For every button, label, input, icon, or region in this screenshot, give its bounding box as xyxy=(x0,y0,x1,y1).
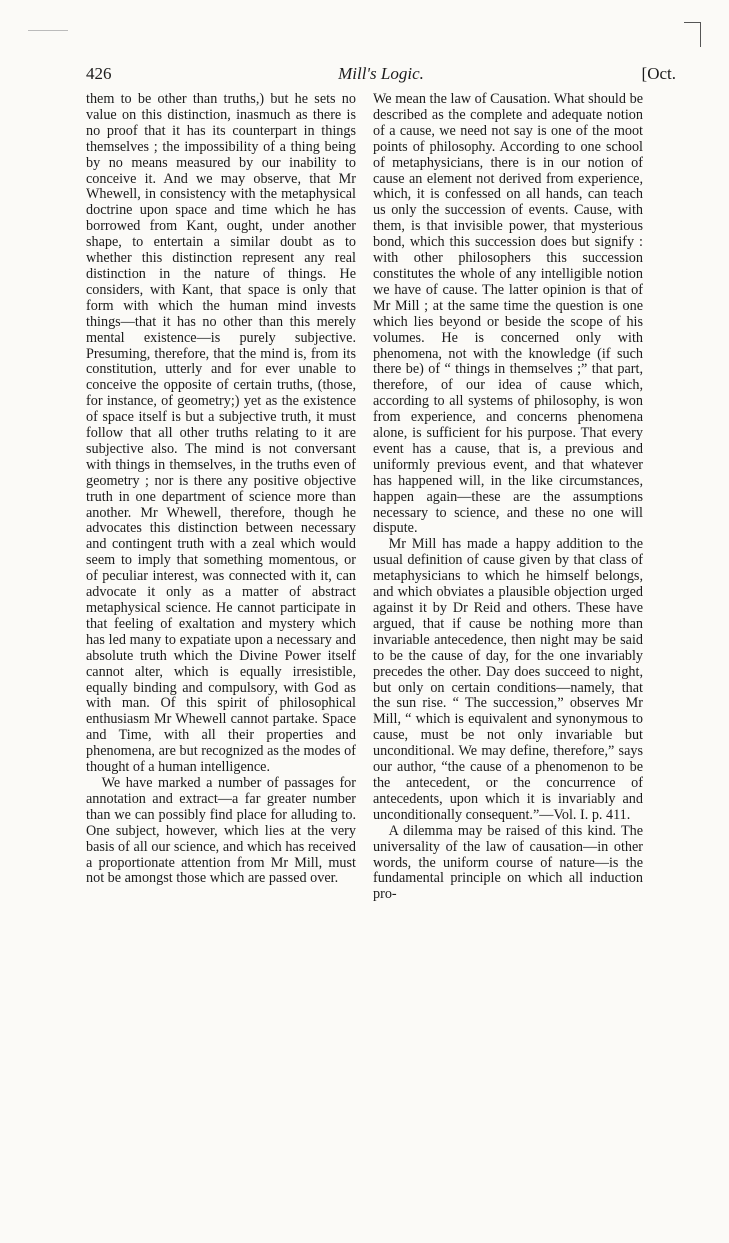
running-title: Mill's Logic. xyxy=(338,64,424,83)
page-number: 426 xyxy=(86,64,112,83)
left-paragraph-1: them to be other than truths,) but he sets no value on this distinction, inasmuch as there is no proof that it has its counterpart in things themselves ; the impossibility of a thing being by no means measured by our inability to conceive it. And we may observe, that Mr Whewell, in consistency with the metaphysical doctrine upon space and time which he has borrowed from Kant, ought, under another shape, to entertain a similar doubt as to whether this distinction represent any real distinction in the nature of things. He considers, with Kant, that space is only that form with which the human mind invests things—that it has no other than this merely mental existence—is purely subjective. Presuming, therefore, that the mind is, from its constitution, utterly and for ever unable to conceive the opposite of certain truths, (those, for instance, of geometry;) yet as the existence of space itself is but a subjective truth, it must follow that all other truths relating to it are subjective also. The mind is not conversant with things in themselves, in the truths even of geometry ; nor is there any positive objective truth in one department of science more than another. Mr Whewell, therefore, though he advocates this distinction between necessary and contingent truth with a zeal which would seem to imply that something momentous, or of peculiar interest, was connected with it, can advocate it only as a matter of abstract metaphysical science. He cannot participate in that feeling of exaltation and mystery which has led many to expatiate upon a necessary and absolute truth which the Divine Power itself cannot alter, which is equally irresistible, equally binding and compulsory, with God as with man. Of this spirit of philosophical enthusiasm Mr Whewell cannot partake. Space and Time, with all their properties and phenomena, are but recognized as the modes of thought of a human intelligence. xyxy=(86,91,356,776)
right-paragraph-1: We mean the law of Causation. What should be described as the complete and adequate notion of a cause, we need not say is one of the moot points of philosophy. According to one school of metaphysicians, there is in our notion of cause an element not derived from experience, which, it is confessed on all hands, can teach us only the succession of events. Cause, with them, is that invisible power, that mysterious bond, which this succession does but signify : with other philosophers this succession constitutes the whole of any intelligible notion we have of cause. The latter opinion is that of Mr Mill ; at the same time the question is one which lies beyond or beside the scope of his volumes. He is concerned only with phenomena, not with the knowledge (if such there be) of “ things in themselves ;” that part, therefore, of our idea of cause which, according to all systems of philosophy, is won from experience, and concerns phenomena alone, is sufficient for his purpose. That every event has a cause, that is, a previous and uniformly previous event, and that whatever has happened will, in the like circumstances, happen again—these are the assumptions necessary to science, and these no one will dispute. xyxy=(373,91,643,537)
left-paragraph-2: We have marked a number of passages for annotation and extract—a far greater number than we can possibly find place for alluding to. One subject, however, which lies at the very basis of all our science, and which has received a proportionate attention from Mr Mill, must not be amongst those which are passed over. xyxy=(86,774,356,887)
running-header xyxy=(86,64,676,86)
right-column xyxy=(373,92,643,903)
right-paragraph-3: A dilemma may be raised of this kind. The universality of the law of causation—in other words, the uniform course of nature—is the fundamental principle on which all induction pro- xyxy=(373,822,643,903)
left-column xyxy=(86,92,356,887)
right-paragraph-2: Mr Mill has made a happy addition to the usual definition of cause given by that class of metaphysicians to which he himself belongs, and which obviates a plausible objection urged against it by Dr Reid and others. These have argued, that if cause be nothing more than invariable antecedence, then night may be said to be the cause of day, for the one invariably precedes the other. Day does succeed to night, but only on certain conditions—namely, that the sun rise. “ The succession,” observes Mr Mill, “ which is equivalent and synonymous to cause, must be not only invariable but unconditional. We may define, therefore,” says our author, “the cause of a phenomenon to be the antecedent, or the concurrence of antecedents, upon which it is invariably and unconditionally consequent.”—Vol. I. p. 411. xyxy=(373,536,643,823)
running-date: [Oct. xyxy=(641,64,676,83)
scan-edge-rule xyxy=(28,30,68,31)
scan-corner-mark xyxy=(684,22,701,47)
